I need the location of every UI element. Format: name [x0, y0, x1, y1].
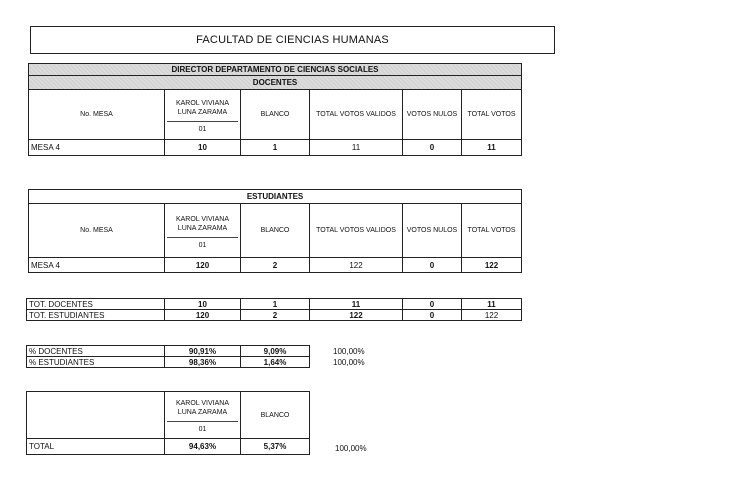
blanco-header: BLANCO — [241, 392, 310, 439]
candidate-name: KAROL VIVIANA LUNA ZARAMA — [167, 213, 238, 238]
estudiantes-table — [28, 189, 522, 273]
docentes-table — [28, 63, 522, 156]
faculty-title: FACULTAD DE CIENCIAS HUMANAS — [30, 26, 555, 54]
pct-estudiantes-candidate: 98,36% — [165, 357, 241, 368]
mesa-cell: MESA 4 — [29, 258, 165, 273]
nulos-cell: 0 — [403, 258, 462, 273]
final-candidate: 94,63% — [165, 439, 241, 455]
validos-cell: 11 — [310, 140, 403, 156]
candidate-name: KAROL VIVIANA LUNA ZARAMA — [167, 97, 238, 122]
tot-docentes-total: 11 — [462, 299, 522, 310]
docentes-label: DOCENTES — [29, 76, 522, 90]
tot-estudiantes-validos: 122 — [310, 310, 403, 321]
total-header: TOTAL VOTOS — [462, 204, 522, 258]
blanco-cell: 1 — [241, 140, 310, 156]
tot-docentes-label: TOT. DOCENTES — [27, 299, 165, 310]
candidate-cell: 120 — [165, 258, 241, 273]
mesa-cell: MESA 4 — [29, 140, 165, 156]
mesa-header: No. MESA — [29, 90, 165, 140]
blanco-header: BLANCO — [241, 204, 310, 258]
total-cell: 11 — [462, 140, 522, 156]
nulos-header: VOTOS NULOS — [403, 90, 462, 140]
tot-estudiantes-candidate: 120 — [165, 310, 241, 321]
final-table — [26, 391, 310, 455]
nulos-header: VOTOS NULOS — [403, 204, 462, 258]
blanco-cell: 2 — [241, 258, 310, 273]
nulos-cell: 0 — [403, 140, 462, 156]
tot-estudiantes-blanco: 2 — [241, 310, 310, 321]
pct-docentes-blanco: 9,09% — [241, 346, 310, 357]
validos-header: TOTAL VOTOS VALIDOS — [310, 90, 403, 140]
final-label: TOTAL — [27, 439, 165, 455]
pct-estudiantes-sum: 100,00% — [333, 358, 365, 367]
tot-docentes-nulos: 0 — [403, 299, 462, 310]
percentages-table — [26, 345, 310, 368]
candidate-name: KAROL VIVIANA LUNA ZARAMA — [167, 397, 238, 422]
section-title: DIRECTOR DEPARTAMENTO DE CIENCIAS SOCIALES — [29, 64, 522, 76]
final-sum: 100,00% — [335, 444, 367, 453]
candidate-number: 01 — [198, 426, 207, 433]
candidate-number: 01 — [198, 241, 207, 249]
tot-estudiantes-label: TOT. ESTUDIANTES — [27, 310, 165, 321]
candidate-header — [165, 392, 241, 439]
validos-cell: 122 — [310, 258, 403, 273]
tot-estudiantes-nulos: 0 — [403, 310, 462, 321]
tot-docentes-blanco: 1 — [241, 299, 310, 310]
tot-docentes-candidate: 10 — [165, 299, 241, 310]
pct-estudiantes-label: % ESTUDIANTES — [27, 357, 165, 368]
candidate-number: 01 — [198, 125, 207, 133]
mesa-header: No. MESA — [29, 204, 165, 258]
tot-estudiantes-total: 122 — [462, 310, 522, 321]
tot-docentes-validos: 11 — [310, 299, 403, 310]
pct-docentes-candidate: 90,91% — [165, 346, 241, 357]
candidate-header — [165, 204, 241, 258]
pct-docentes-label: % DOCENTES — [27, 346, 165, 357]
total-header: TOTAL VOTOS — [462, 90, 522, 140]
pct-docentes-sum: 100,00% — [333, 347, 365, 356]
estudiantes-label: ESTUDIANTES — [29, 190, 522, 204]
total-cell: 122 — [462, 258, 522, 273]
final-blanco: 5,37% — [241, 439, 310, 455]
validos-header: TOTAL VOTOS VALIDOS — [310, 204, 403, 258]
totals-table — [26, 298, 522, 321]
pct-estudiantes-blanco: 1,64% — [241, 357, 310, 368]
candidate-header — [165, 90, 241, 140]
final-empty-header — [27, 392, 165, 439]
candidate-cell: 10 — [165, 140, 241, 156]
blanco-header: BLANCO — [241, 90, 310, 140]
